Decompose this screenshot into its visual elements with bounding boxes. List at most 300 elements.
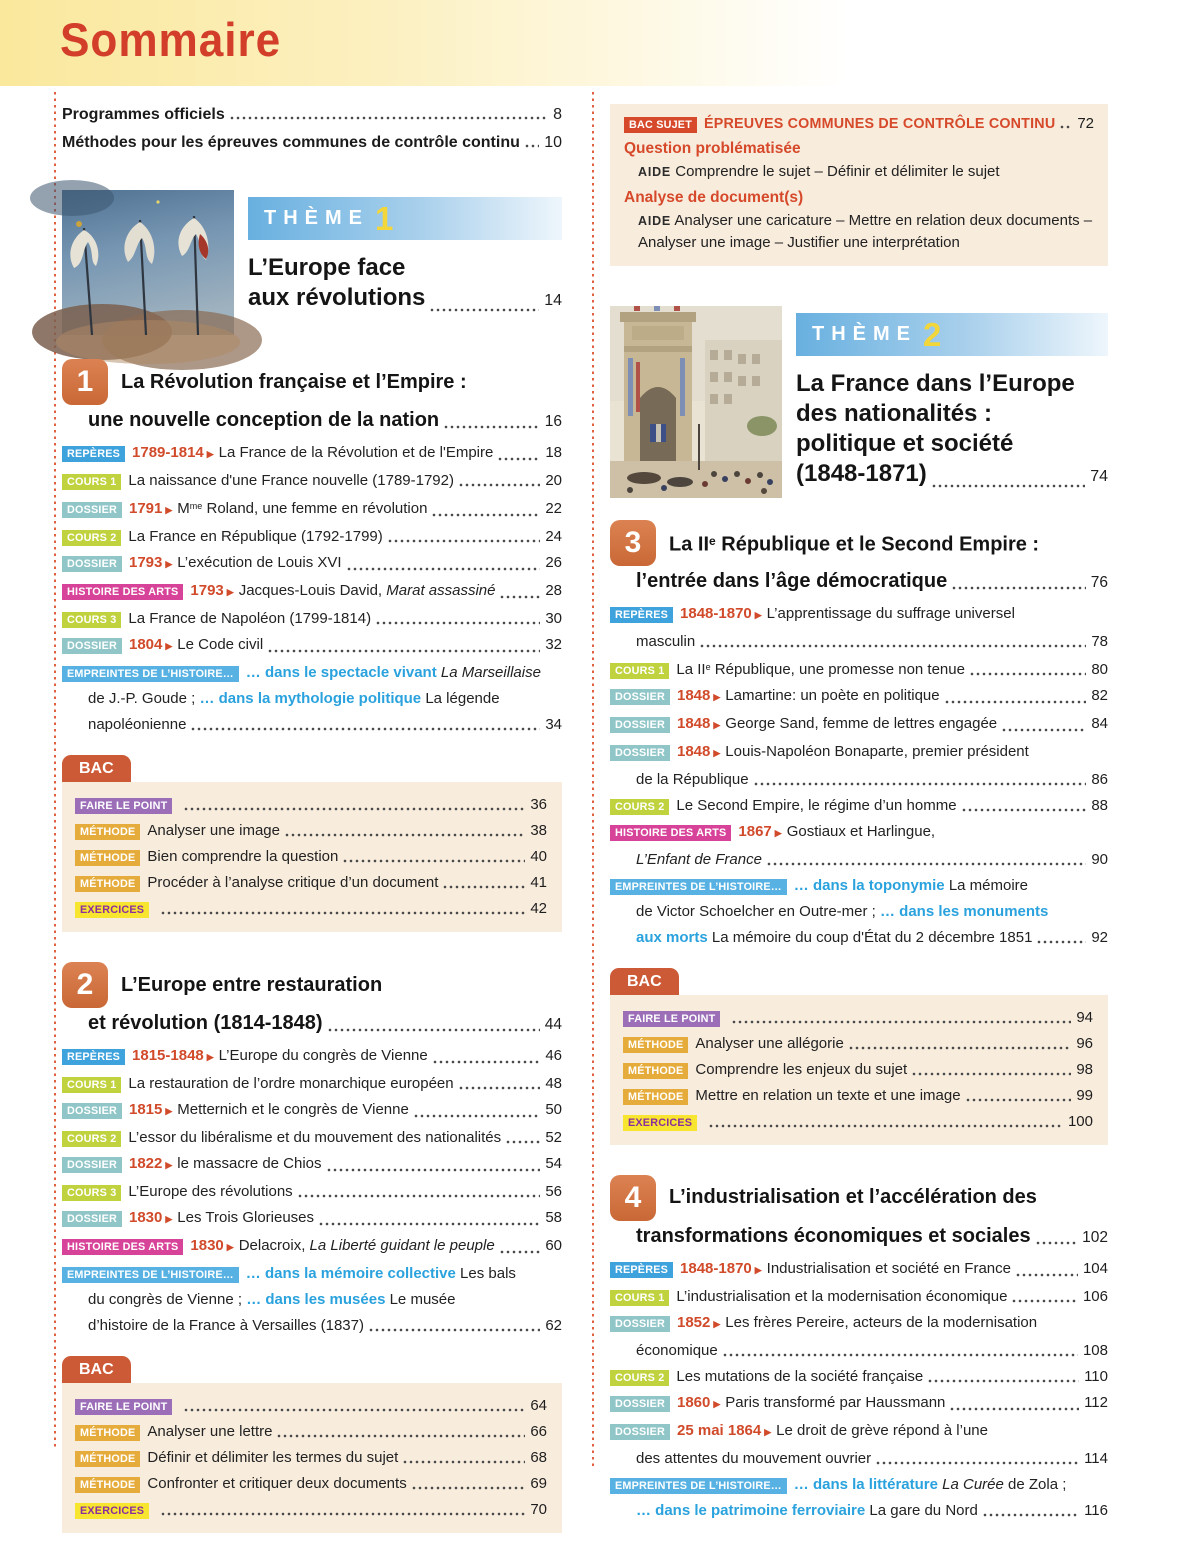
text-run: La II — [676, 660, 706, 678]
entry-text — [75, 846, 338, 867]
bac-sujet-heading — [624, 115, 1094, 133]
theme-block — [62, 190, 562, 335]
toc-entry — [75, 794, 547, 815]
arrow-icon: ▶ — [754, 1264, 762, 1275]
entry-text — [62, 526, 383, 547]
text-run: transformations économiques et sociales — [636, 1224, 1031, 1247]
text-run: … dans le patrimoine ferroviaire — [636, 1501, 870, 1519]
text-run: Confronter et critiquer deux documents — [147, 1475, 407, 1493]
bac-box — [62, 755, 562, 932]
dot-leader — [443, 885, 525, 889]
page-number: 82 — [1091, 686, 1108, 704]
toc-entry-line — [62, 1207, 562, 1230]
text-run: Analyser une lettre — [147, 1423, 273, 1441]
category-tag-cours1: COURS 1 — [62, 1077, 121, 1093]
toc-entry-line — [610, 1420, 1108, 1443]
bac-tab: BAC — [62, 755, 131, 782]
dot-leader — [327, 1168, 541, 1172]
text-run: Gostiaux et Harlingue, — [786, 822, 936, 840]
entry-date: 1852 ▶ — [677, 1313, 721, 1331]
entry-text — [610, 1312, 1037, 1335]
text-run: Delacroix, — [238, 1237, 310, 1255]
toc-entry — [62, 1127, 562, 1148]
toc-entry — [610, 795, 1108, 816]
entry-text — [623, 1059, 907, 1080]
chapter-heading — [62, 962, 562, 1008]
entry-date: 1860 ▶ — [677, 1393, 721, 1411]
category-tag-empreintes: EMPREINTES DE L’HISTOIRE… — [610, 879, 787, 895]
dot-leader — [966, 1098, 1072, 1102]
toc-entry — [610, 603, 1108, 652]
dot-leader — [388, 539, 541, 543]
toc-entry — [62, 134, 562, 152]
text-run: L’Europe des révolutions — [128, 1183, 293, 1201]
entry-date: 1867 ▶ — [738, 822, 782, 840]
entry-text — [623, 1111, 704, 1132]
text-run: des nationalités : — [796, 399, 993, 427]
text-run: L’Enfant de France — [636, 850, 762, 868]
category-tag-dossier: DOSSIER — [610, 1316, 670, 1332]
page-number: 16 — [544, 413, 562, 430]
dot-leader — [444, 425, 540, 429]
intro-list — [62, 106, 562, 152]
text-run: L’apprentissage du suffrage universel — [766, 604, 1015, 622]
toc-entry-line — [610, 1474, 1108, 1495]
entry-text — [75, 872, 438, 893]
entry-text — [62, 608, 371, 629]
category-tag-cours2: COURS 2 — [62, 1131, 121, 1147]
bac-sujet-section-title: Analyse de document(s) — [624, 188, 804, 206]
text-run: Les Trois Glorieuses — [177, 1209, 315, 1227]
toc-entry-line — [623, 1059, 1093, 1080]
text-run: du congrès de Vienne ; — [88, 1291, 247, 1309]
entry-text — [610, 657, 965, 680]
dot-leader — [432, 513, 540, 517]
page-number: 96 — [1076, 1034, 1093, 1052]
entry-text — [610, 1366, 923, 1387]
category-tag-dossier: DOSSIER — [62, 1157, 122, 1173]
chapter-entries — [610, 1258, 1108, 1521]
text-run: L’Europe entre restauration — [121, 973, 383, 996]
toc-entry — [62, 106, 562, 124]
toc-entry — [610, 741, 1108, 790]
text-run: La France de Napoléon (1799-1814) — [128, 610, 372, 628]
dot-leader — [500, 1250, 541, 1254]
chapter-heading — [610, 520, 1108, 566]
toc-entry-line — [62, 714, 562, 735]
page-number: 38 — [530, 822, 547, 840]
text-run: Mettre en relation un texte et une image — [695, 1086, 961, 1104]
chapter-heading — [610, 1175, 1108, 1221]
dot-leader — [700, 644, 1086, 648]
category-tag-dossier: DOSSIER — [62, 556, 122, 572]
entry-text: Méthodes pour les épreuves communes de contrôle continu — [62, 134, 520, 151]
theme-title — [248, 253, 562, 316]
toc-entry — [75, 1421, 547, 1442]
text-run: L’essor du libéralisme et du mouvement des nationalités — [128, 1129, 502, 1147]
category-tag-dossier: DOSSIER — [610, 1424, 670, 1440]
page-number: 74 — [1090, 467, 1108, 485]
dot-leader — [277, 1434, 525, 1438]
toc-entry — [62, 1181, 562, 1202]
text-run: aux morts — [636, 928, 712, 946]
text-run: … dans le spectacle vivant — [245, 664, 441, 682]
page-number: 42 — [530, 900, 547, 918]
toc-entry — [75, 1447, 547, 1468]
toc-entry — [610, 1366, 1108, 1387]
text-run: (1848-1871) — [796, 459, 927, 487]
toc-entry-line — [610, 631, 1108, 652]
category-tag-cours2: COURS 2 — [610, 1370, 669, 1386]
toc-entry-line — [75, 820, 547, 841]
arrow-icon: ▶ — [754, 609, 762, 620]
text-run: Le Code civil — [177, 636, 264, 654]
text-run: La Révolution française et l’Empire : — [121, 370, 467, 393]
text-run: … dans les musées — [246, 1291, 390, 1309]
page-number: 70 — [530, 1501, 547, 1519]
dot-leader — [230, 116, 548, 120]
dot-leader — [732, 1020, 1071, 1024]
category-tag-methode: MÉTHODE — [75, 876, 140, 892]
text-run: Analyser une allégorie — [695, 1034, 844, 1052]
page-number: 36 — [530, 796, 547, 814]
page-number: 72 — [1077, 115, 1094, 132]
page-number: 41 — [530, 874, 547, 892]
toc-entry-line — [62, 688, 562, 709]
toc-entry-line — [610, 741, 1108, 764]
entry-text — [75, 898, 156, 919]
toc-entry — [62, 1099, 562, 1122]
aide-text: Analyser une caricature – Mettre en relation deux documents – Analyser une image – Justifier une interprétation — [638, 211, 1093, 251]
page-number: 58 — [545, 1209, 562, 1227]
theme-title — [796, 369, 1108, 492]
text-run: La France de la Révolution et de l'Empire — [218, 444, 494, 461]
toc-entry — [62, 526, 562, 547]
text-run: Comprendre les enjeux du sujet — [695, 1060, 908, 1078]
category-tag-dossier: DOSSIER — [62, 1103, 122, 1119]
entry-text — [62, 1127, 501, 1148]
dot-leader — [369, 1328, 540, 1332]
entry-text — [88, 688, 500, 709]
page-number: 14 — [544, 292, 562, 309]
toc-entry — [610, 821, 1108, 870]
arrow-icon: ▶ — [206, 1052, 214, 1063]
text-run: Jacques-Louis David, — [238, 582, 387, 600]
category-tag-methode: MÉTHODE — [75, 1477, 140, 1493]
entry-text — [610, 603, 1015, 626]
theme-band-label: THÈME — [812, 322, 917, 345]
bac-sujet-title: ÉPREUVES COMMUNES DE CONTRÔLE CONTINU — [704, 116, 1056, 132]
chapter-number-badge: 3 — [610, 520, 656, 566]
toc-entry — [75, 846, 547, 867]
dot-leader — [928, 1379, 1079, 1383]
entry-text — [88, 1315, 364, 1336]
toc-entry — [610, 875, 1108, 948]
toc-entry — [62, 634, 562, 657]
text-run: Analyser une image — [147, 822, 280, 840]
aide-label: AIDE — [638, 213, 672, 228]
dot-leader — [328, 1028, 540, 1032]
aide-row — [624, 161, 1094, 183]
entry-text — [62, 442, 493, 465]
category-tag-cours2: COURS 2 — [610, 799, 669, 815]
category-tag-cours1: COURS 1 — [62, 474, 121, 490]
category-tag-methode: MÉTHODE — [75, 1451, 140, 1467]
bac-body — [610, 995, 1108, 1145]
entry-text — [75, 820, 280, 841]
toc-entry-line — [623, 1085, 1093, 1106]
dot-leader — [1016, 1273, 1078, 1277]
category-tag-faire: FAIRE LE POINT — [623, 1011, 720, 1027]
category-tag-cours1: COURS 1 — [610, 1290, 669, 1306]
page-number: 18 — [545, 444, 562, 461]
category-tag-bacsujet: BAC SUJET — [624, 117, 697, 133]
toc-column-left — [62, 96, 562, 1563]
dot-leader — [376, 621, 540, 625]
toc-entry — [610, 713, 1108, 736]
chapter-number-badge: 2 — [62, 962, 108, 1008]
category-tag-cours1: COURS 1 — [610, 663, 669, 679]
text-run: … dans la toponymie — [793, 876, 949, 894]
text-run: aux révolutions — [248, 284, 426, 311]
page-number: 76 — [1090, 573, 1108, 591]
text-run: Le Second Empire, le régime d’un homme — [676, 796, 957, 814]
toc-entry — [75, 872, 547, 893]
entry-text — [610, 1420, 988, 1443]
category-tag-cours2: COURS 2 — [62, 530, 121, 546]
toc-entry — [62, 496, 562, 521]
page-number: 78 — [1091, 632, 1108, 650]
page-number: 114 — [1084, 1449, 1108, 1467]
category-tag-empreintes: EMPREINTES DE L’HISTOIRE… — [62, 666, 239, 682]
text-run: La restauration de l’ordre monarchique européen — [128, 1075, 454, 1093]
text-run: une nouvelle conception de la nation — [88, 409, 440, 431]
text-run: Marat assassiné — [386, 582, 496, 600]
chapter-title-line — [610, 1224, 1108, 1249]
chapter-block — [610, 520, 1108, 948]
entry-date: 1822 ▶ — [129, 1155, 173, 1173]
chapter-title — [121, 973, 382, 998]
entry-text — [62, 1153, 322, 1176]
bac-sujet-box — [610, 104, 1108, 266]
page-number: 92 — [1091, 928, 1108, 946]
entry-text — [623, 1033, 844, 1054]
page-number: 20 — [545, 472, 562, 489]
toc-entry-line — [62, 442, 562, 465]
text-run: napoléonienne — [88, 716, 187, 734]
dot-leader — [525, 144, 539, 148]
text-run: … dans la mémoire collective — [245, 1265, 461, 1283]
dot-leader — [414, 1114, 540, 1118]
text-run: L’industrialisation et l’accélération des — [669, 1186, 1037, 1209]
dot-leader — [319, 1222, 540, 1226]
page-number: 24 — [545, 528, 562, 546]
arrow-icon: ▶ — [713, 1318, 721, 1329]
chapter-title-line — [610, 569, 1108, 594]
bac-tab: BAC — [62, 1356, 131, 1383]
bac-body — [62, 1383, 562, 1533]
arrow-icon: ▶ — [226, 587, 234, 598]
chapter-block — [610, 1175, 1108, 1521]
text-run: Les mutations de la société française — [676, 1367, 924, 1385]
toc-columns — [62, 96, 1118, 1563]
page-number: 40 — [530, 848, 547, 866]
toc-entry — [610, 1420, 1108, 1469]
entry-text — [62, 634, 263, 657]
category-tag-dossier: DOSSIER — [610, 1396, 670, 1412]
page-number: 50 — [545, 1101, 562, 1119]
category-tag-hda: HISTOIRE DES ARTS — [610, 825, 731, 841]
page-number: 86 — [1091, 770, 1108, 788]
chapter-title — [636, 569, 947, 594]
text-run: L’exécution de Louis XVI — [177, 554, 342, 572]
entry-text — [62, 1235, 495, 1258]
toc-entry — [610, 1286, 1108, 1307]
toc-entry — [62, 1263, 562, 1336]
entry-text — [636, 927, 1032, 948]
category-tag-dossier: DOSSIER — [610, 745, 670, 761]
toc-entry-line — [610, 875, 1108, 896]
dot-leader — [723, 1353, 1078, 1357]
page-number: 56 — [545, 1183, 562, 1201]
text-run: La mémoire du coup d'État du 2 décembre 1851 — [711, 928, 1033, 946]
arrow-icon: ▶ — [165, 1160, 173, 1171]
dot-leader — [343, 859, 525, 863]
toc-entry-line — [62, 1099, 562, 1122]
chapter-entries — [62, 442, 562, 735]
page-number: 30 — [545, 610, 562, 628]
aide-label: AIDE — [638, 164, 672, 179]
toc-entry-line — [623, 1111, 1093, 1132]
page-number: 112 — [1084, 1393, 1108, 1411]
entry-text — [610, 741, 1029, 764]
entry-text — [88, 714, 186, 735]
category-tag-reperes: REPÈRES — [610, 607, 673, 623]
category-tag-hda: HISTOIRE DES ARTS — [62, 584, 183, 600]
toc-entry — [62, 662, 562, 735]
text-run: masculin — [636, 632, 696, 650]
toc-entry-line — [75, 872, 547, 893]
entry-text — [75, 1395, 179, 1416]
arrow-icon: ▶ — [713, 747, 721, 758]
toc-entry — [75, 820, 547, 841]
text-run: Industrialisation et société en France — [766, 1259, 1011, 1277]
toc-entry-line — [62, 662, 562, 683]
entry-text — [636, 1448, 871, 1469]
arrow-icon: ▶ — [774, 827, 782, 838]
bac-sujet-section-title: Question problématisée — [624, 139, 801, 157]
theme-band — [248, 197, 562, 240]
entry-text — [62, 1073, 454, 1094]
dot-leader — [506, 1140, 540, 1144]
arrow-icon: ▶ — [165, 1106, 173, 1117]
theme-title-line — [796, 429, 1108, 459]
dot-leader — [849, 1046, 1071, 1050]
text-run: e — [709, 533, 716, 548]
entry-text — [610, 685, 940, 708]
entry-text — [62, 1263, 516, 1284]
category-tag-dossier: DOSSIER — [62, 502, 122, 518]
page-number: 22 — [545, 500, 562, 518]
toc-entry-line — [75, 1421, 547, 1442]
entry-date: 1830 ▶ — [129, 1209, 173, 1227]
entry-date: 1791 ▶ — [129, 500, 173, 518]
chapter-title — [88, 408, 439, 433]
text-run: L’industrialisation et la modernisation économique — [676, 1287, 1008, 1305]
entry-date: 1815 ▶ — [129, 1101, 173, 1119]
theme-image — [62, 190, 234, 335]
toc-entry — [75, 1499, 547, 1520]
toc-entry-line — [623, 1033, 1093, 1054]
page-header — [0, 0, 1179, 86]
toc-entry-line — [610, 1500, 1108, 1521]
toc-entry-line — [75, 1395, 547, 1416]
dot-leader — [1036, 1241, 1078, 1245]
chapter-entries — [610, 603, 1108, 948]
entry-date: 1815-1848 ▶ — [132, 1047, 214, 1065]
dot-leader — [952, 586, 1086, 590]
page-number: 104 — [1082, 1259, 1108, 1277]
entry-text — [610, 875, 1028, 896]
arrow-icon: ▶ — [713, 1398, 721, 1409]
text-run: République, une promesse non tenue — [710, 660, 965, 678]
page-number: 52 — [545, 1129, 562, 1147]
category-tag-hda: HISTOIRE DES ARTS — [62, 1239, 183, 1255]
page-number: 66 — [530, 1423, 547, 1441]
dot-leader — [709, 1124, 1063, 1128]
dot-leader — [459, 483, 540, 487]
toc-entry-line — [610, 795, 1108, 816]
text-run: l’entrée dans l’âge démocratique — [636, 569, 948, 592]
chapter-block — [62, 359, 562, 735]
theme-text-area — [796, 306, 1108, 498]
category-tag-exercices: EXERCICES — [623, 1115, 697, 1131]
bac-body — [62, 782, 562, 932]
toc-entry-line — [62, 608, 562, 629]
toc-entry — [610, 685, 1108, 708]
entry-text — [62, 1207, 314, 1230]
category-tag-dossier: DOSSIER — [610, 689, 670, 705]
toc-entry-line — [75, 1473, 547, 1494]
entry-text — [75, 1473, 407, 1494]
dot-leader — [184, 1408, 525, 1412]
theme-title-line — [796, 459, 1108, 492]
chapter-number-badge: 1 — [62, 359, 108, 405]
text-run: La légende — [425, 690, 500, 708]
text-run: Lamartine: un poète en politique — [725, 686, 940, 704]
chapter-title — [121, 370, 467, 395]
toc-entry-line — [62, 1073, 562, 1094]
theme-band — [796, 313, 1108, 356]
page-number: 106 — [1082, 1287, 1108, 1305]
toc-entry — [62, 1235, 562, 1258]
text-run: L’Europe du congrès de Vienne — [218, 1047, 428, 1065]
toc-entry-line — [62, 1153, 562, 1176]
entry-text: Programmes officiels — [62, 106, 225, 123]
page-number: 98 — [1076, 1060, 1093, 1078]
toc-entry-line — [610, 901, 1108, 922]
theme-text-area — [248, 190, 562, 335]
toc-entry-line — [610, 1286, 1108, 1307]
theme-number: 2 — [923, 315, 942, 353]
theme1-flags-painting — [62, 190, 234, 335]
theme-image — [610, 306, 782, 498]
arrow-icon: ▶ — [764, 1426, 772, 1437]
text-run: Paris transformé par Haussmann — [725, 1393, 946, 1411]
category-tag-cours3: COURS 3 — [62, 1185, 121, 1201]
entry-date: 1848 ▶ — [677, 714, 721, 732]
toc-entry — [75, 1395, 547, 1416]
